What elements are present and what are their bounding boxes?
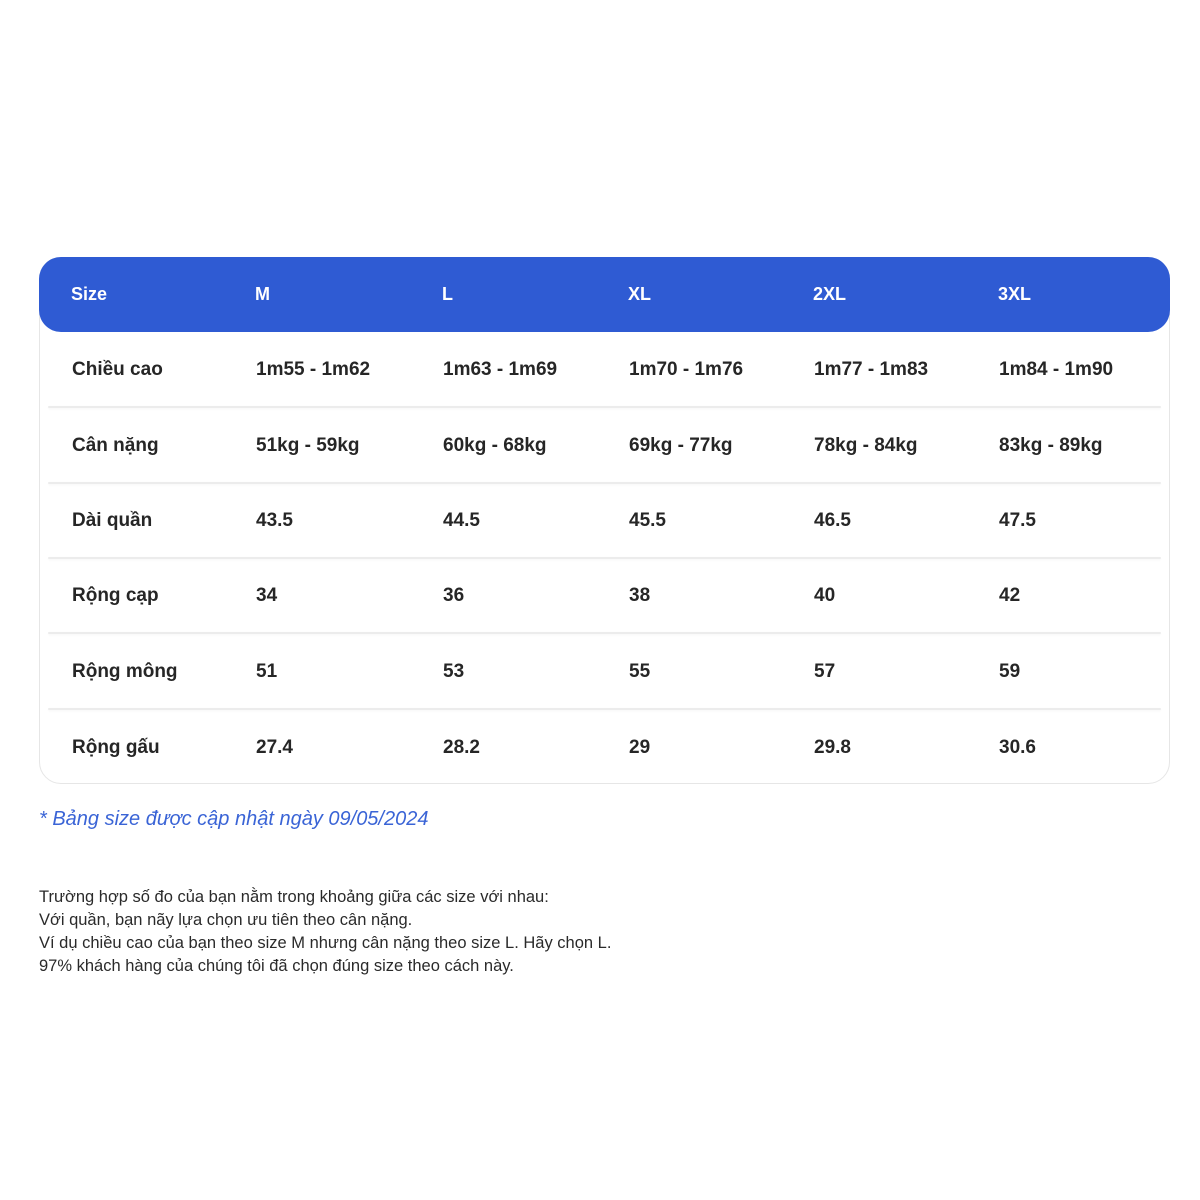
- size-chart-table: [39, 257, 1170, 784]
- table-cell: 47.5: [999, 510, 1036, 531]
- update-date-note: * Bảng size được cập nhật ngày 09/05/2024: [39, 808, 429, 830]
- table-cell: 43.5: [256, 510, 293, 531]
- table-cell: 1m63 - 1m69: [443, 359, 558, 380]
- table-cell: 60kg - 68kg: [443, 435, 547, 456]
- table-cell: 57: [814, 661, 836, 682]
- header-cell-2xl: 2XL: [813, 284, 847, 304]
- table-cell: 45.5: [629, 510, 666, 531]
- table-row-rong-cap: [40, 558, 1169, 634]
- table-row-dai-quan: [40, 483, 1169, 559]
- table-cell: 42: [999, 585, 1021, 606]
- advice-line: 97% khách hàng của chúng tôi đã chọn đúng size theo cách này.: [39, 957, 514, 975]
- row-label: Dài quần: [72, 510, 153, 531]
- table-cell: 59: [999, 661, 1021, 682]
- table-row-chieu-cao: [40, 332, 1169, 408]
- table-cell: 78kg - 84kg: [814, 435, 918, 456]
- table-cell: 34: [256, 585, 278, 606]
- table-cell: 1m55 - 1m62: [256, 359, 371, 380]
- row-label: Rộng mông: [72, 661, 178, 682]
- sizing-advice: [39, 886, 739, 978]
- table-cell: 46.5: [814, 510, 851, 531]
- row-label: Cân nặng: [72, 435, 159, 456]
- table-cell: 83kg - 89kg: [999, 435, 1103, 456]
- header-cell-size: Size: [71, 284, 108, 304]
- table-cell: 29.8: [814, 737, 851, 758]
- table-cell: 55: [629, 661, 651, 682]
- row-label: Rộng cạp: [72, 585, 159, 606]
- table-cell: 53: [443, 661, 465, 682]
- header-cell-m: M: [255, 284, 270, 304]
- table-cell: 44.5: [443, 510, 480, 531]
- table-cell: 38: [629, 585, 651, 606]
- table-row-rong-gau: [40, 710, 1169, 786]
- header-cell-xl: XL: [628, 284, 652, 304]
- table-cell: 40: [814, 585, 836, 606]
- table-row-can-nang: [40, 408, 1169, 484]
- advice-line: Ví dụ chiều cao của bạn theo size M nhưng cân nặng theo size L. Hãy chọn L.: [39, 934, 612, 952]
- table-cell: 51: [256, 661, 278, 682]
- advice-line: Trường hợp số đo của bạn nằm trong khoảng giữa các size với nhau:: [39, 888, 549, 906]
- table-cell: 69kg - 77kg: [629, 435, 733, 456]
- row-label: Chiều cao: [72, 359, 163, 380]
- table-cell: 29: [629, 737, 651, 758]
- table-cell: 28.2: [443, 737, 480, 758]
- header-cell-3xl: 3XL: [998, 284, 1032, 304]
- table-cell: 51kg - 59kg: [256, 435, 360, 456]
- header-cell-l: L: [442, 284, 453, 304]
- table-cell: 1m77 - 1m83: [814, 359, 929, 380]
- advice-line: Với quần, bạn nãy lựa chọn ưu tiên theo cân nặng.: [39, 911, 413, 929]
- table-header-row: [39, 257, 1170, 332]
- row-label: Rộng gấu: [72, 737, 160, 758]
- table-cell: 30.6: [999, 737, 1036, 758]
- table-cell: 36: [443, 585, 465, 606]
- table-cell: 1m70 - 1m76: [629, 359, 744, 380]
- table-cell: 1m84 - 1m90: [999, 359, 1114, 380]
- table-cell: 27.4: [256, 737, 293, 758]
- table-row-rong-mong: [40, 634, 1169, 710]
